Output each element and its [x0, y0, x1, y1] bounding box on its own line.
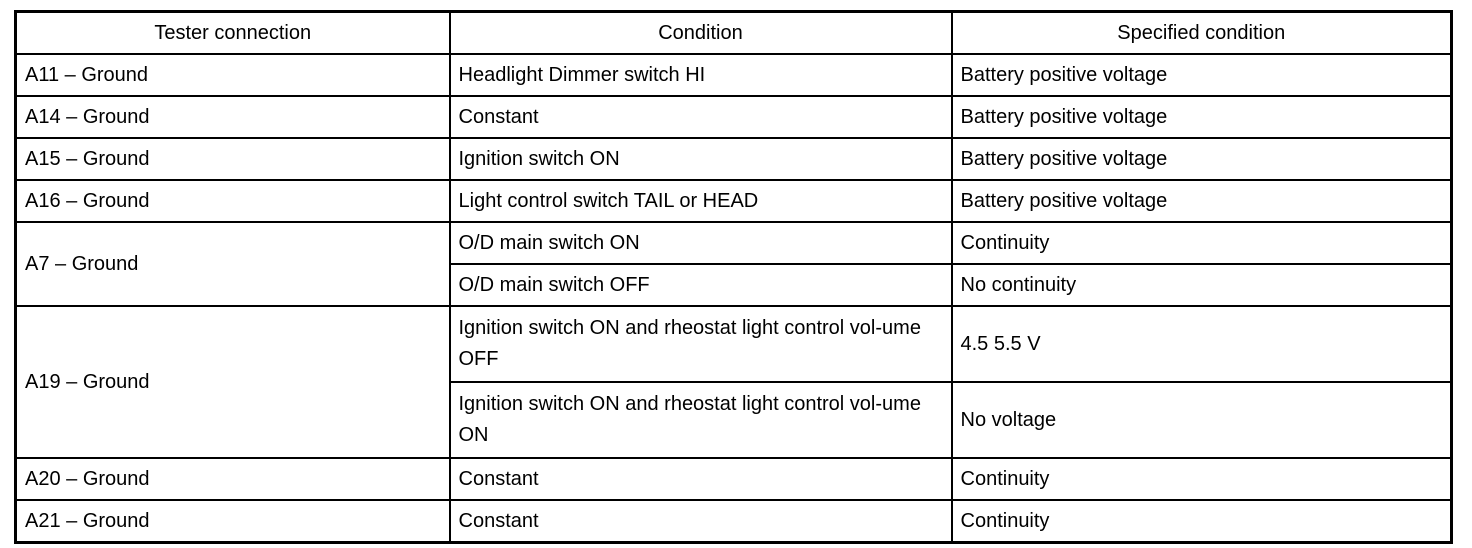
table-row [16, 54, 1452, 96]
connection-cell: A15 – Ground [16, 138, 450, 180]
specified-cell: Battery positive voltage [952, 96, 1452, 138]
connection-cell: A21 – Ground [16, 500, 450, 543]
specified-cell: No continuity [952, 264, 1452, 306]
condition-cell: Constant [450, 96, 952, 138]
connection-cell: A16 – Ground [16, 180, 450, 222]
header-specified-condition: Specified condition [952, 12, 1452, 55]
table-row [16, 222, 1452, 264]
specified-cell: 4.5 5.5 V [952, 306, 1452, 382]
connection-cell: A11 – Ground [16, 54, 450, 96]
tester-spec-table-container [14, 10, 1450, 540]
condition-cell: Headlight Dimmer switch HI [450, 54, 952, 96]
table-row [16, 500, 1452, 543]
specified-cell: No voltage [952, 382, 1452, 458]
table-header-row [16, 12, 1452, 55]
header-tester-connection: Tester connection [16, 12, 450, 55]
condition-cell: Constant [450, 500, 952, 543]
condition-cell: Light control switch TAIL or HEAD [450, 180, 952, 222]
connection-cell: A7 – Ground [16, 222, 450, 306]
table-row [16, 180, 1452, 222]
header-condition: Condition [450, 12, 952, 55]
table-row [16, 306, 1452, 382]
condition-cell: O/D main switch OFF [450, 264, 952, 306]
table-row [16, 458, 1452, 500]
condition-cell: Constant [450, 458, 952, 500]
table-row [16, 138, 1452, 180]
specified-cell: Battery positive voltage [952, 138, 1452, 180]
specified-cell: Battery positive voltage [952, 180, 1452, 222]
condition-cell: Ignition switch ON and rheostat light control vol-ume OFF [450, 306, 952, 382]
specified-cell: Continuity [952, 222, 1452, 264]
tester-spec-table [14, 10, 1453, 544]
specified-cell: Continuity [952, 500, 1452, 543]
connection-cell: A14 – Ground [16, 96, 450, 138]
condition-cell: Ignition switch ON [450, 138, 952, 180]
specified-cell: Battery positive voltage [952, 54, 1452, 96]
specified-cell: Continuity [952, 458, 1452, 500]
condition-cell: Ignition switch ON and rheostat light control vol-ume ON [450, 382, 952, 458]
condition-cell: O/D main switch ON [450, 222, 952, 264]
table-row [16, 96, 1452, 138]
connection-cell: A19 – Ground [16, 306, 450, 458]
connection-cell: A20 – Ground [16, 458, 450, 500]
